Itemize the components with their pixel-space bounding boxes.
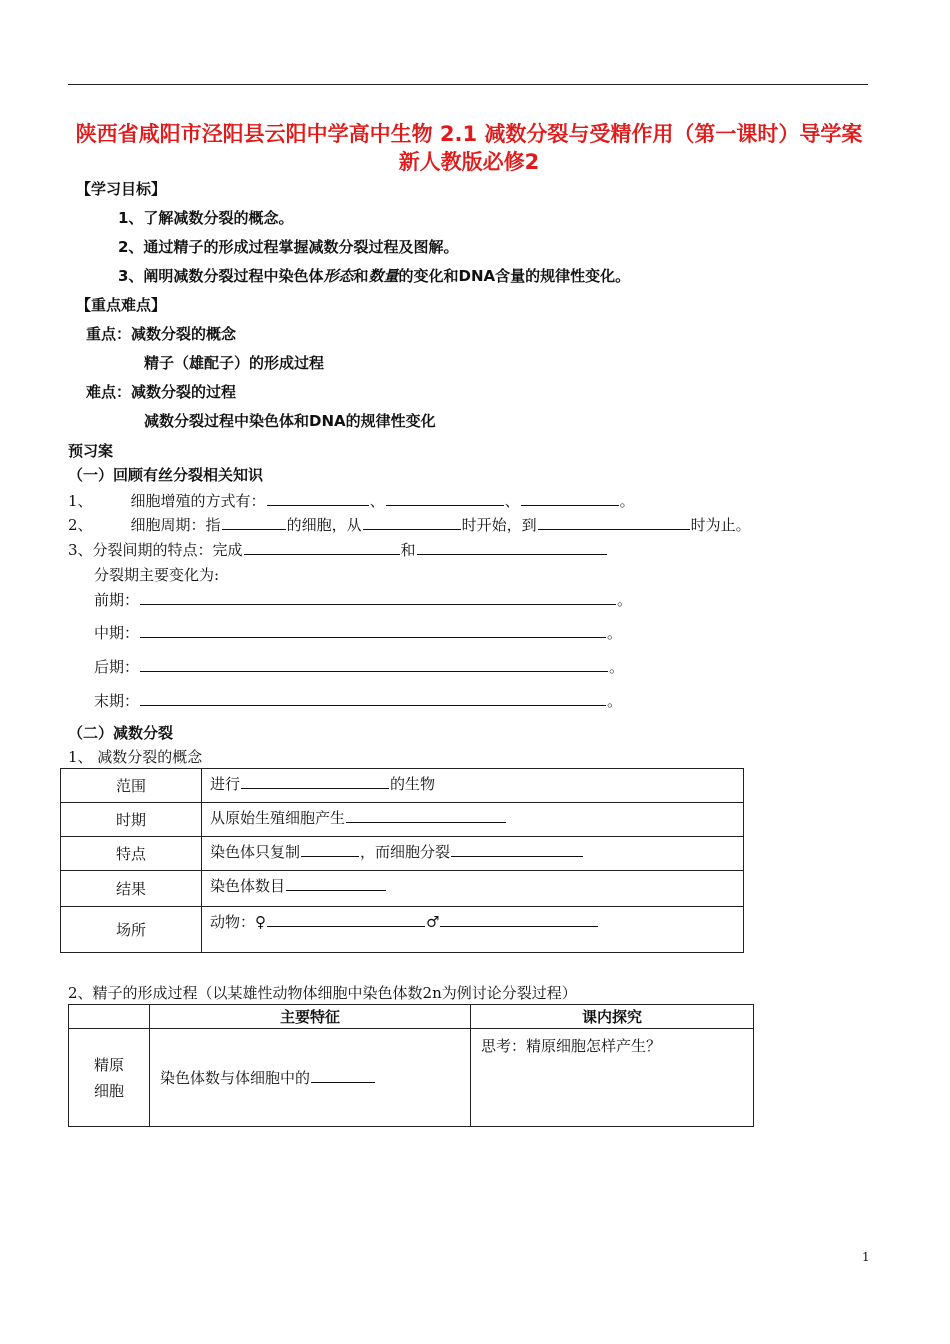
header-empty (69, 1005, 150, 1029)
blank[interactable] (267, 490, 369, 506)
blank[interactable] (140, 656, 608, 672)
objective-item-3: 3、阐明减数分裂过程中染色体形态和数量的变化和DNA含量的规律性变化。 (118, 267, 631, 285)
row-content: 进行 的生物 (202, 769, 744, 803)
blank[interactable] (286, 875, 386, 891)
blank[interactable] (241, 773, 389, 789)
blank[interactable] (222, 514, 286, 530)
concept-title: 1、 减数分裂的概念 (68, 748, 203, 766)
blank[interactable] (244, 539, 400, 555)
blank[interactable] (440, 911, 598, 927)
key-points-heading: 【重点难点】 (76, 296, 167, 314)
sperm-formation-table (68, 1004, 754, 1127)
blank[interactable] (417, 539, 607, 555)
row-content: 动物：♀ ♂ (202, 907, 744, 953)
blank[interactable] (521, 490, 619, 506)
header-rule (68, 84, 868, 85)
blank[interactable] (140, 589, 616, 605)
table-row (61, 871, 744, 907)
row-content: 染色体数目 (202, 871, 744, 907)
blank[interactable] (311, 1067, 375, 1083)
difficulty-label: 难点：减数分裂的过程 (86, 383, 237, 401)
phase-intro: 分裂期主要变化为: (94, 566, 220, 584)
blank[interactable] (346, 807, 506, 823)
phase-anaphase: 后期： 。 (94, 658, 625, 676)
page-number: 1 (862, 1250, 870, 1264)
section-1-heading: （一）回顾有丝分裂相关知识 (68, 466, 264, 484)
row-label: 特点 (61, 837, 202, 871)
row-label: 场所 (61, 907, 202, 953)
table-row (69, 1029, 754, 1127)
key-point-label: 重点：减数分裂的概念 (86, 325, 237, 343)
row-label: 结果 (61, 871, 202, 907)
section-2-heading: （二）减数分裂 (68, 724, 174, 742)
table-row (61, 907, 744, 953)
explore-cell: 思考：精原细胞怎样产生？ (471, 1029, 754, 1127)
blank[interactable] (363, 514, 461, 530)
table-header-row (69, 1005, 754, 1029)
blank[interactable] (451, 841, 583, 857)
question-3: 3、分裂间期的特点：完成 和 (68, 539, 608, 560)
feature-cell: 染色体数与体细胞中的 (150, 1029, 471, 1127)
phase-metaphase: 中期： 。 (94, 624, 623, 642)
sperm-formation-title: 2、精子的形成过程（以某雄性动物体细胞中染色体数2n为例讨论分裂过程） (68, 984, 577, 1002)
column-header-features: 主要特征 (150, 1005, 471, 1029)
meiosis-concept-table (60, 768, 744, 953)
blank[interactable] (538, 514, 690, 530)
row-label: 时期 (61, 803, 202, 837)
blank[interactable] (267, 911, 425, 927)
difficulty-2: 减数分裂过程中染色体和DNA的规律性变化 (144, 412, 436, 430)
objectives-heading: 【学习目标】 (76, 180, 167, 198)
blank[interactable] (301, 841, 359, 857)
row-label: 范围 (61, 769, 202, 803)
column-header-explore: 课内探究 (471, 1005, 754, 1029)
document-title: 陕西省咸阳市泾阳县云阳中学高中生物 2.1 减数分裂与受精作用（第一课时）导学案 新人教版必修2 (75, 122, 863, 174)
phase-prophase: 前期： 。 (94, 591, 633, 609)
question-1: 1、 细胞增殖的方式有： 、 、 。 (68, 492, 635, 510)
row-content: 从原始生殖细胞产生 (202, 803, 744, 837)
objective-item-2: 2、通过精子的形成过程掌握减数分裂过程及图解。 (118, 238, 459, 256)
blank[interactable] (140, 690, 606, 706)
row-content: 染色体只复制 ，而细胞分裂 (202, 837, 744, 871)
table-row (61, 837, 744, 871)
question-2: 2、 细胞周期：指 的细胞，从 时开始，到 时为止。 (68, 516, 751, 534)
table-row (61, 803, 744, 837)
preview-heading: 预习案 (68, 442, 114, 460)
row-label-spermatogonium: 精原 细胞 (69, 1029, 150, 1127)
blank[interactable] (386, 490, 504, 506)
table-row (61, 769, 744, 803)
blank[interactable] (140, 622, 606, 638)
objective-item-1: 1、了解减数分裂的概念。 (118, 209, 294, 227)
phase-telophase: 末期： 。 (94, 692, 623, 710)
key-point-2: 精子（雄配子）的形成过程 (144, 354, 325, 372)
